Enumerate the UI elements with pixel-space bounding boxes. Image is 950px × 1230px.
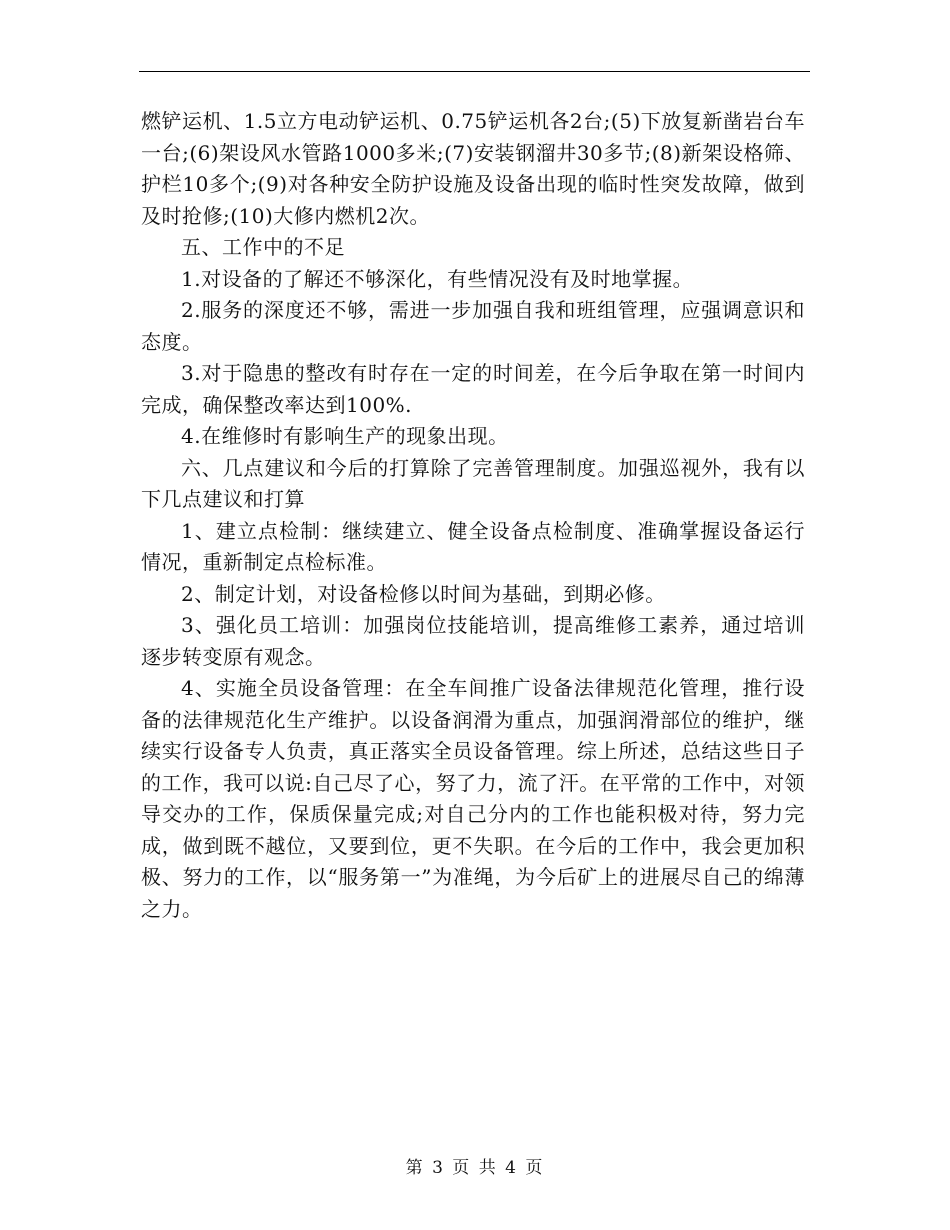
document-body: [141, 106, 805, 925]
paragraph-suggestion-4: 4、实施全员设备管理：在全车间推广设备法律规范化管理，推行设备的法律规范化生产维护。以设备润滑为重点，加强润滑部位的维护，继续实行设备专人负责，真正落实全员设备管理。综上所述，总结这些日子的工作，我可以说:自己尽了心，努了力，流了汗。在平常的工作中，对领导交办的工作，保质保量完成;对自己分内的工作也能积极对待，努力完成，做到既不越位，又要到位，更不失职。在今后的工作中，我会更加积极、努力的工作，以“服务第一”为准绳，为今后矿上的进展尽自己的绵薄之力。: [141, 676, 805, 921]
paragraph-shortcoming-1: 1.对设备的了解还不够深化，有些情况没有及时地掌握。: [181, 266, 694, 291]
paragraph-shortcoming-3: 3.对于隐患的整改有时存在一定的时间差，在今后争取在第一时间内完成，确保整改率达到100%.: [141, 361, 805, 417]
paragraph-suggestion-3: 3、强化员工培训：加强岗位技能培训，提高维修工素养，通过培训逐步转变原有观念。: [141, 613, 805, 669]
paragraph-shortcoming-2: 2.服务的深度还不够，需进一步加强自我和班组管理，应强调意识和态度。: [141, 298, 805, 354]
section-heading-shortcomings: 五、工作中的不足: [181, 235, 345, 259]
paragraph-suggestion-2: 2、制定计划，对设备检修以时间为基础，到期必修。: [181, 581, 666, 606]
paragraph-shortcoming-4: 4.在维修时有影响生产的现象出现。: [181, 424, 509, 448]
paragraph-suggestion-1: 1、建立点检制：继续建立、健全设备点检制度、准确掌握设备运行情况，重新制定点检标准。: [141, 518, 805, 574]
page-number-footer: 第 3 页 共 4 页: [405, 1158, 545, 1178]
section-heading-suggestions: 六、几点建议和今后的打算除了完善管理制度。加强巡视外，我有以下几点建议和打算: [141, 455, 805, 511]
header-rule: [139, 71, 810, 72]
paragraph-continuation: 燃铲运机、1.5立方电动铲运机、0.75铲运机各2台;(5)下放复新凿岩台车一台;(6)架设风水管路1000多米;(7)安装钢溜井30多节;(8)新架设格筛、护栏10多个;(9)对各种安全防护设施及设备出现的临时性突发故障，做到及时抢修;(10)大修内燃机2次。: [141, 109, 805, 228]
